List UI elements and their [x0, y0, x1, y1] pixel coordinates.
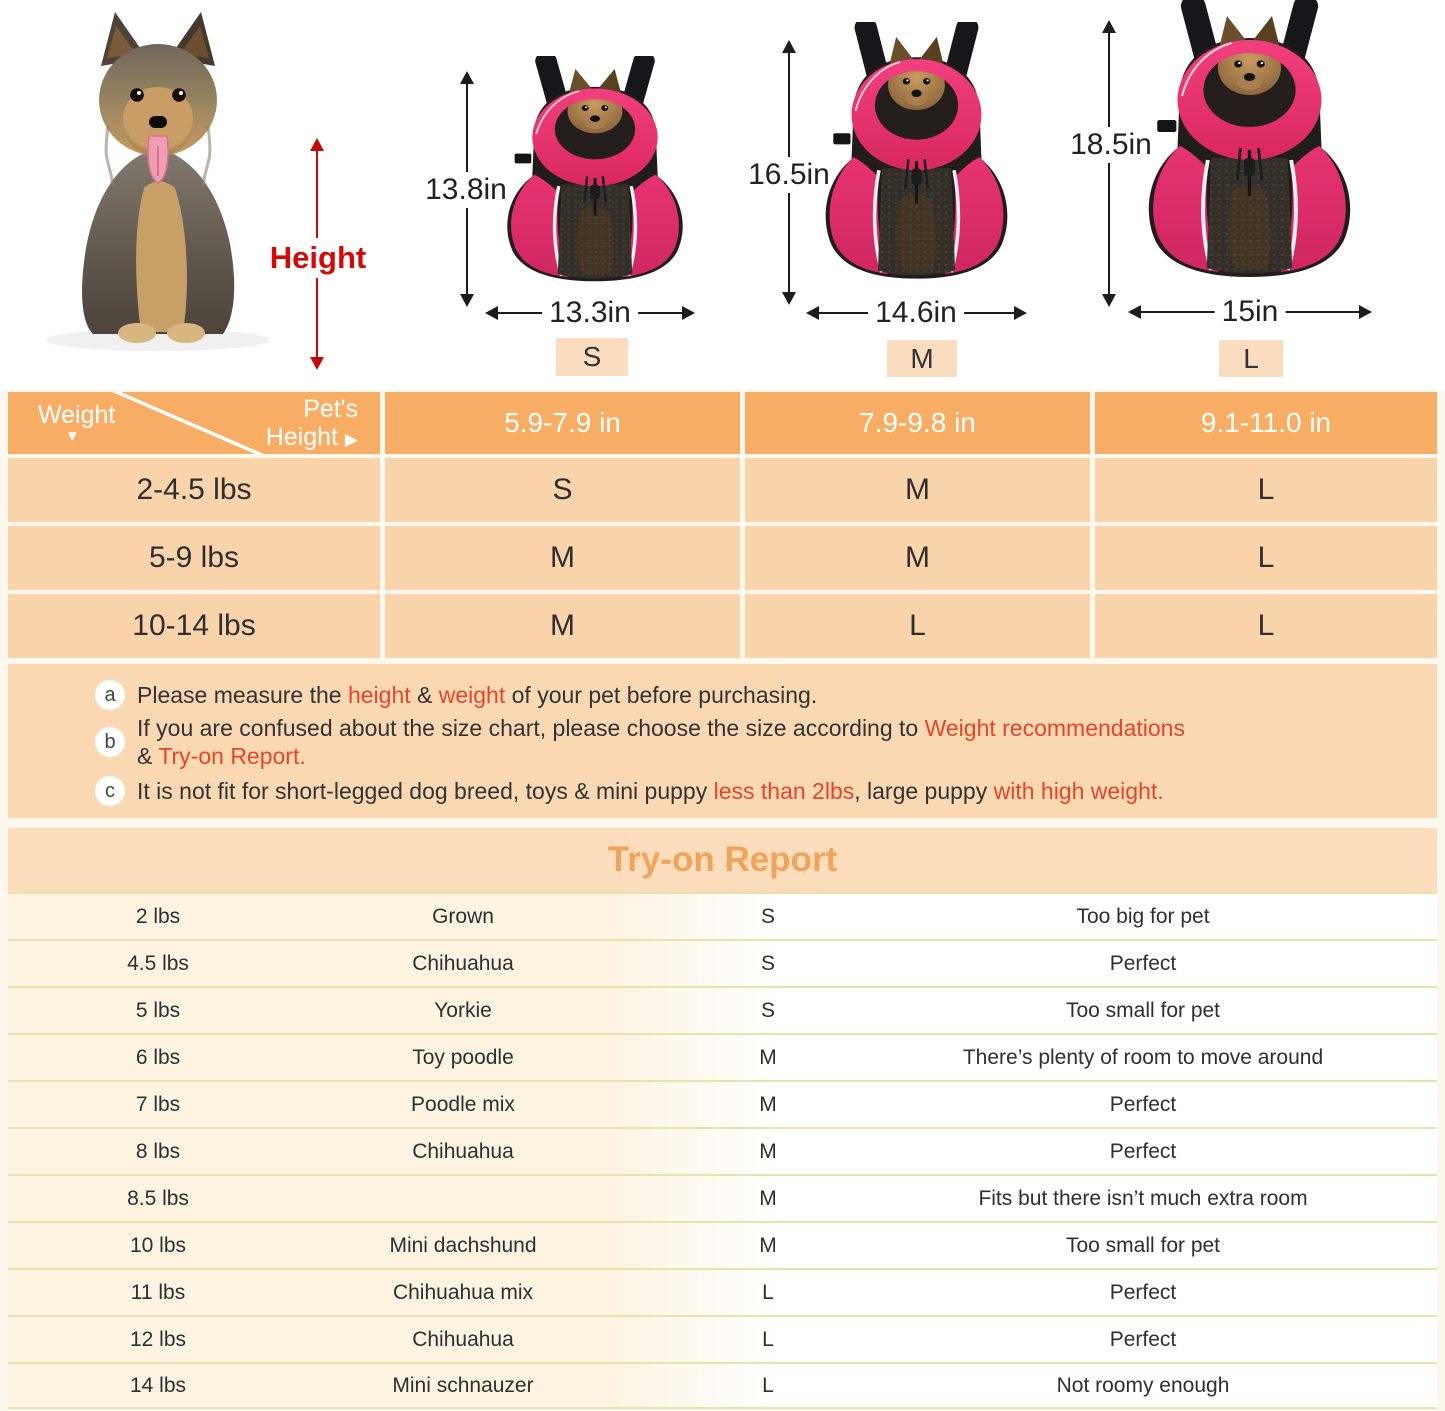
s-height-value: 13.8in	[421, 172, 511, 208]
note-c	[95, 774, 1164, 808]
report-size: S	[760, 951, 775, 975]
note-b	[95, 712, 1185, 772]
note-a-red2: weight	[438, 681, 506, 708]
hero-section	[0, 0, 1445, 390]
note-b-p2: &	[137, 743, 159, 769]
row3-size-1: M	[385, 594, 740, 658]
weight-axis-down-triangle-icon: ▼	[65, 428, 80, 445]
backpack-small-image	[497, 56, 693, 300]
row2-size-2: M	[745, 526, 1090, 590]
note-a-p2: &	[410, 681, 439, 708]
report-row	[8, 1174, 1437, 1221]
try-on-report-title: Try-on Report	[8, 828, 1437, 892]
note-b-badge: b	[95, 727, 125, 757]
report-comment: Perfect	[1109, 1139, 1177, 1163]
s-width-value: 13.3in	[542, 296, 638, 330]
report-row	[8, 1080, 1437, 1127]
report-size: M	[759, 1092, 777, 1116]
note-b-text	[137, 714, 1185, 770]
report-row	[8, 892, 1437, 939]
report-size: M	[759, 1186, 777, 1210]
row1-size-1: S	[385, 458, 740, 522]
report-breed: Chihuahua	[412, 1139, 514, 1163]
report-size: S	[760, 998, 775, 1022]
size-chart-corner-cell	[8, 392, 380, 454]
report-breed: Poodle mix	[411, 1092, 515, 1116]
report-weight: 12 lbs	[129, 1327, 187, 1351]
note-a-p3: of your pet before purchasing.	[505, 681, 818, 708]
l-height-value: 18.5in	[1066, 127, 1156, 163]
note-c-p1: It is not fit for short-legged dog breed, toys & mini puppy	[137, 777, 714, 804]
note-a	[95, 678, 817, 712]
report-weight: 4.5 lbs	[127, 951, 189, 975]
report-breed: Chihuahua	[412, 951, 514, 975]
note-c-badge: c	[95, 776, 125, 806]
report-weight: 8 lbs	[135, 1139, 181, 1163]
pets-axis-line1: Pet's	[303, 395, 358, 423]
report-comment: Fits but there isn’t much extra room	[978, 1186, 1308, 1210]
report-weight: 5 lbs	[135, 998, 181, 1022]
pets-height-axis-label	[266, 395, 358, 454]
yorkie-dog-photo	[22, 6, 294, 354]
report-row	[8, 1362, 1437, 1409]
report-comment: Too small for pet	[1065, 998, 1221, 1022]
l-width-value: 15in	[1215, 295, 1286, 329]
report-breed: Mini schnauzer	[392, 1373, 534, 1397]
col-header-1: 5.9-7.9 in	[385, 392, 740, 454]
report-weight: 6 lbs	[135, 1045, 181, 1069]
report-breed: Yorkie	[434, 998, 492, 1022]
report-weight: 2 lbs	[135, 904, 181, 928]
weight-axis-label: Weight	[38, 401, 116, 429]
m-width-value: 14.6in	[868, 296, 964, 330]
pet-height-label: Height	[266, 238, 370, 278]
row2-size-1: M	[385, 526, 740, 590]
report-size: L	[762, 1280, 774, 1304]
note-c-text	[137, 778, 1164, 805]
backpack-medium-image	[815, 22, 1018, 300]
size-chart-table	[8, 392, 1437, 658]
report-comment: There’s plenty of room to move around	[962, 1045, 1324, 1069]
row3-size-3: L	[1095, 594, 1437, 658]
pets-axis-line2: Height	[265, 423, 345, 451]
report-comment: Perfect	[1109, 1327, 1177, 1351]
report-row	[8, 939, 1437, 986]
note-a-red1: height	[347, 681, 411, 708]
l-height-arrow-icon	[1108, 32, 1110, 295]
note-b-red2: Try-on Report.	[158, 743, 306, 769]
row3-size-2: L	[745, 594, 1090, 658]
report-weight: 8.5 lbs	[127, 1186, 189, 1210]
row3-weight: 10-14 lbs	[8, 594, 380, 658]
report-row	[8, 1315, 1437, 1362]
pets-axis-right-triangle-icon: ▶	[344, 430, 358, 449]
report-row	[8, 1221, 1437, 1268]
m-height-value: 16.5in	[744, 157, 834, 193]
size-chip-s: S	[556, 338, 628, 376]
row2-weight: 5-9 lbs	[8, 526, 380, 590]
report-row	[8, 1033, 1437, 1080]
report-comment: Perfect	[1109, 1092, 1177, 1116]
row1-size-3: L	[1095, 458, 1437, 522]
report-size: L	[762, 1373, 774, 1397]
note-b-p1: If you are confused about the size chart, please choose the size according to	[137, 715, 925, 741]
col-header-3: 9.1-11.0 in	[1095, 392, 1437, 454]
report-comment: Perfect	[1109, 1280, 1177, 1304]
notes-panel	[8, 664, 1437, 818]
row1-size-2: M	[745, 458, 1090, 522]
report-weight: 14 lbs	[129, 1373, 187, 1397]
report-row	[8, 1127, 1437, 1174]
report-comment: Perfect	[1109, 951, 1177, 975]
report-breed: Mini dachshund	[389, 1233, 537, 1257]
note-c-red2: with high weight.	[993, 777, 1164, 804]
report-comment: Not roomy enough	[1056, 1373, 1230, 1397]
col-header-2: 7.9-9.8 in	[745, 392, 1090, 454]
backpack-large-image	[1137, 0, 1362, 300]
size-chip-m: M	[887, 340, 957, 377]
try-on-report	[8, 828, 1437, 1409]
report-breed: Chihuahua	[412, 1327, 514, 1351]
report-breed: Grown	[432, 904, 494, 928]
note-c-p2: , large puppy	[854, 777, 994, 804]
note-b-red1: Weight recommendations	[924, 715, 1185, 741]
report-weight: 7 lbs	[135, 1092, 181, 1116]
report-size: M	[759, 1233, 777, 1257]
report-breed: Chihuahua mix	[392, 1280, 534, 1304]
report-weight: 10 lbs	[129, 1233, 187, 1257]
report-size: S	[760, 904, 775, 928]
note-c-red1: less than 2lbs	[713, 777, 855, 804]
report-row	[8, 986, 1437, 1033]
report-comment: Too big for pet	[1076, 904, 1210, 928]
note-a-text	[137, 682, 817, 709]
report-row	[8, 1268, 1437, 1315]
report-size: M	[759, 1139, 777, 1163]
row1-weight: 2-4.5 lbs	[8, 458, 380, 522]
report-size: M	[759, 1045, 777, 1069]
report-breed: Toy poodle	[412, 1045, 514, 1069]
report-weight: 11 lbs	[130, 1280, 186, 1304]
row2-size-3: L	[1095, 526, 1437, 590]
note-a-p1: Please measure the	[137, 681, 348, 708]
report-size: L	[762, 1327, 774, 1351]
note-a-badge: a	[95, 680, 125, 710]
report-comment: Too small for pet	[1065, 1233, 1221, 1257]
size-chip-l: L	[1219, 340, 1283, 377]
